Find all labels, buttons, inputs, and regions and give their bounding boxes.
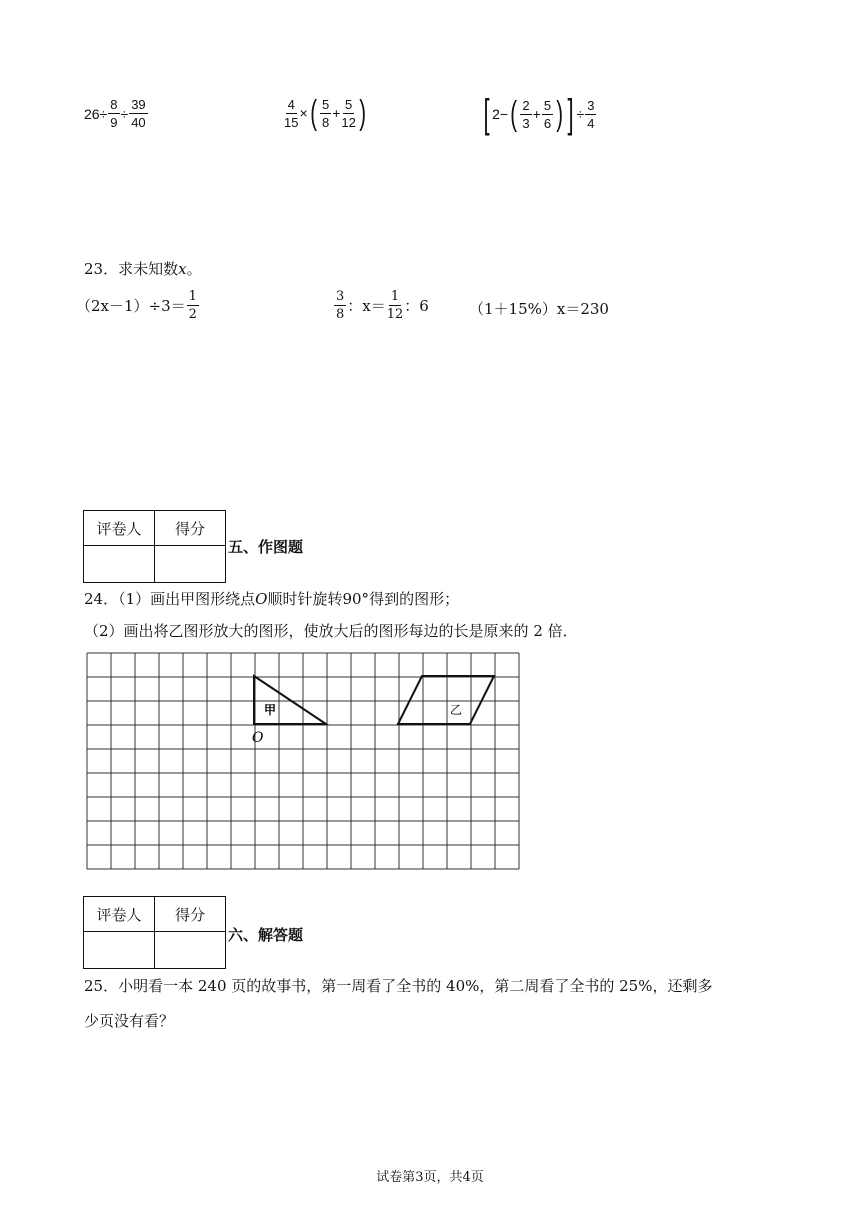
divide-sign: ÷ (576, 106, 585, 122)
label-yi: 乙 (450, 703, 463, 717)
fraction: $\frac{3}{4}$ (587, 97, 595, 131)
score-box-score-cell (155, 546, 226, 583)
expr3-two: 2− (492, 106, 509, 122)
fraction: $\frac{5}{6}$ (543, 97, 552, 131)
fraction: $\frac{1}{12}$ (386, 289, 404, 322)
plus-sign: + (332, 105, 341, 121)
label-jia: 甲 (264, 703, 277, 717)
equation-3: （1＋15%）x＝230 (469, 300, 609, 318)
fraction: $\frac{39}{40}$ (131, 97, 146, 130)
section-6-title: 六、解答题 (228, 926, 304, 944)
fraction: $\frac{1}{2}$ (188, 289, 197, 322)
equation-1: （2x－1）÷3＝ $\frac{1}{2}$ (76, 289, 197, 322)
plus-sign: + (532, 106, 541, 122)
question-24-line2: （2）画出将乙图形放大的图形，使放大后的图形每边的长是原来的 2 倍． (84, 622, 578, 640)
section-5-title: 五、作图题 (228, 538, 304, 556)
fraction: $\frac{4}{15}$ (284, 96, 299, 130)
score-box-section5 (83, 510, 226, 583)
score-box-grader-label: 评卷人 (84, 511, 155, 546)
score-box-grader-label: 评卷人 (84, 897, 155, 932)
parallelogram-yi (398, 676, 494, 724)
variable-x: x (178, 260, 187, 278)
score-box-section6 (83, 896, 226, 969)
score-box-score-label: 得分 (155, 897, 226, 932)
expression-1 (84, 98, 149, 129)
question-24-line1: 24．（1）画出甲图形绕点O顺时针旋转90°得到的图形； (84, 590, 460, 608)
equation-2: $\frac{3}{8}$ ：x＝ $\frac{1}{12}$ ：6 (336, 289, 429, 322)
label-o: O (252, 730, 264, 746)
expression-2: $\frac{4}{15}$ × ( $\frac{5}{8}$ + $\frac{5}{12}$ ) (284, 94, 366, 132)
grid-figure (86, 652, 520, 870)
question-25-line1: 25．小明看一本 240 页的故事书，第一周看了全书的 40%，第二周看了全书的 25%，还剩多 (84, 977, 713, 995)
fraction: $\frac{8}{9}$ (110, 97, 118, 130)
question-25-line2: 少页没有看？ (84, 1012, 175, 1030)
score-box-score-label: 得分 (155, 511, 226, 546)
expression-3: [ 2− ( $\frac{2}{3}$ + $\frac{5}{6}$ ) ] ÷ $\frac{3}{4}$ (483, 92, 595, 136)
score-box-grader-cell (84, 546, 155, 583)
fraction: $\frac{2}{3}$ (522, 97, 530, 131)
fraction: $\frac{5}{8}$ (321, 96, 330, 130)
divide-sign: ÷ (120, 105, 129, 122)
fraction: $\frac{3}{8}$ (336, 289, 345, 322)
expr1-lead: 26÷ (84, 105, 108, 122)
page-footer: 试卷第3页，共4页 (376, 1170, 484, 1185)
fraction: $\frac{5}{12}$ (341, 96, 356, 130)
score-box-grader-cell (84, 932, 155, 969)
point-o-label: O (255, 590, 268, 608)
grid-lines (87, 653, 519, 869)
question-23-title: 23．求未知数x。 (84, 260, 202, 278)
times-sign: × (299, 105, 308, 121)
score-box-score-cell (155, 932, 226, 969)
